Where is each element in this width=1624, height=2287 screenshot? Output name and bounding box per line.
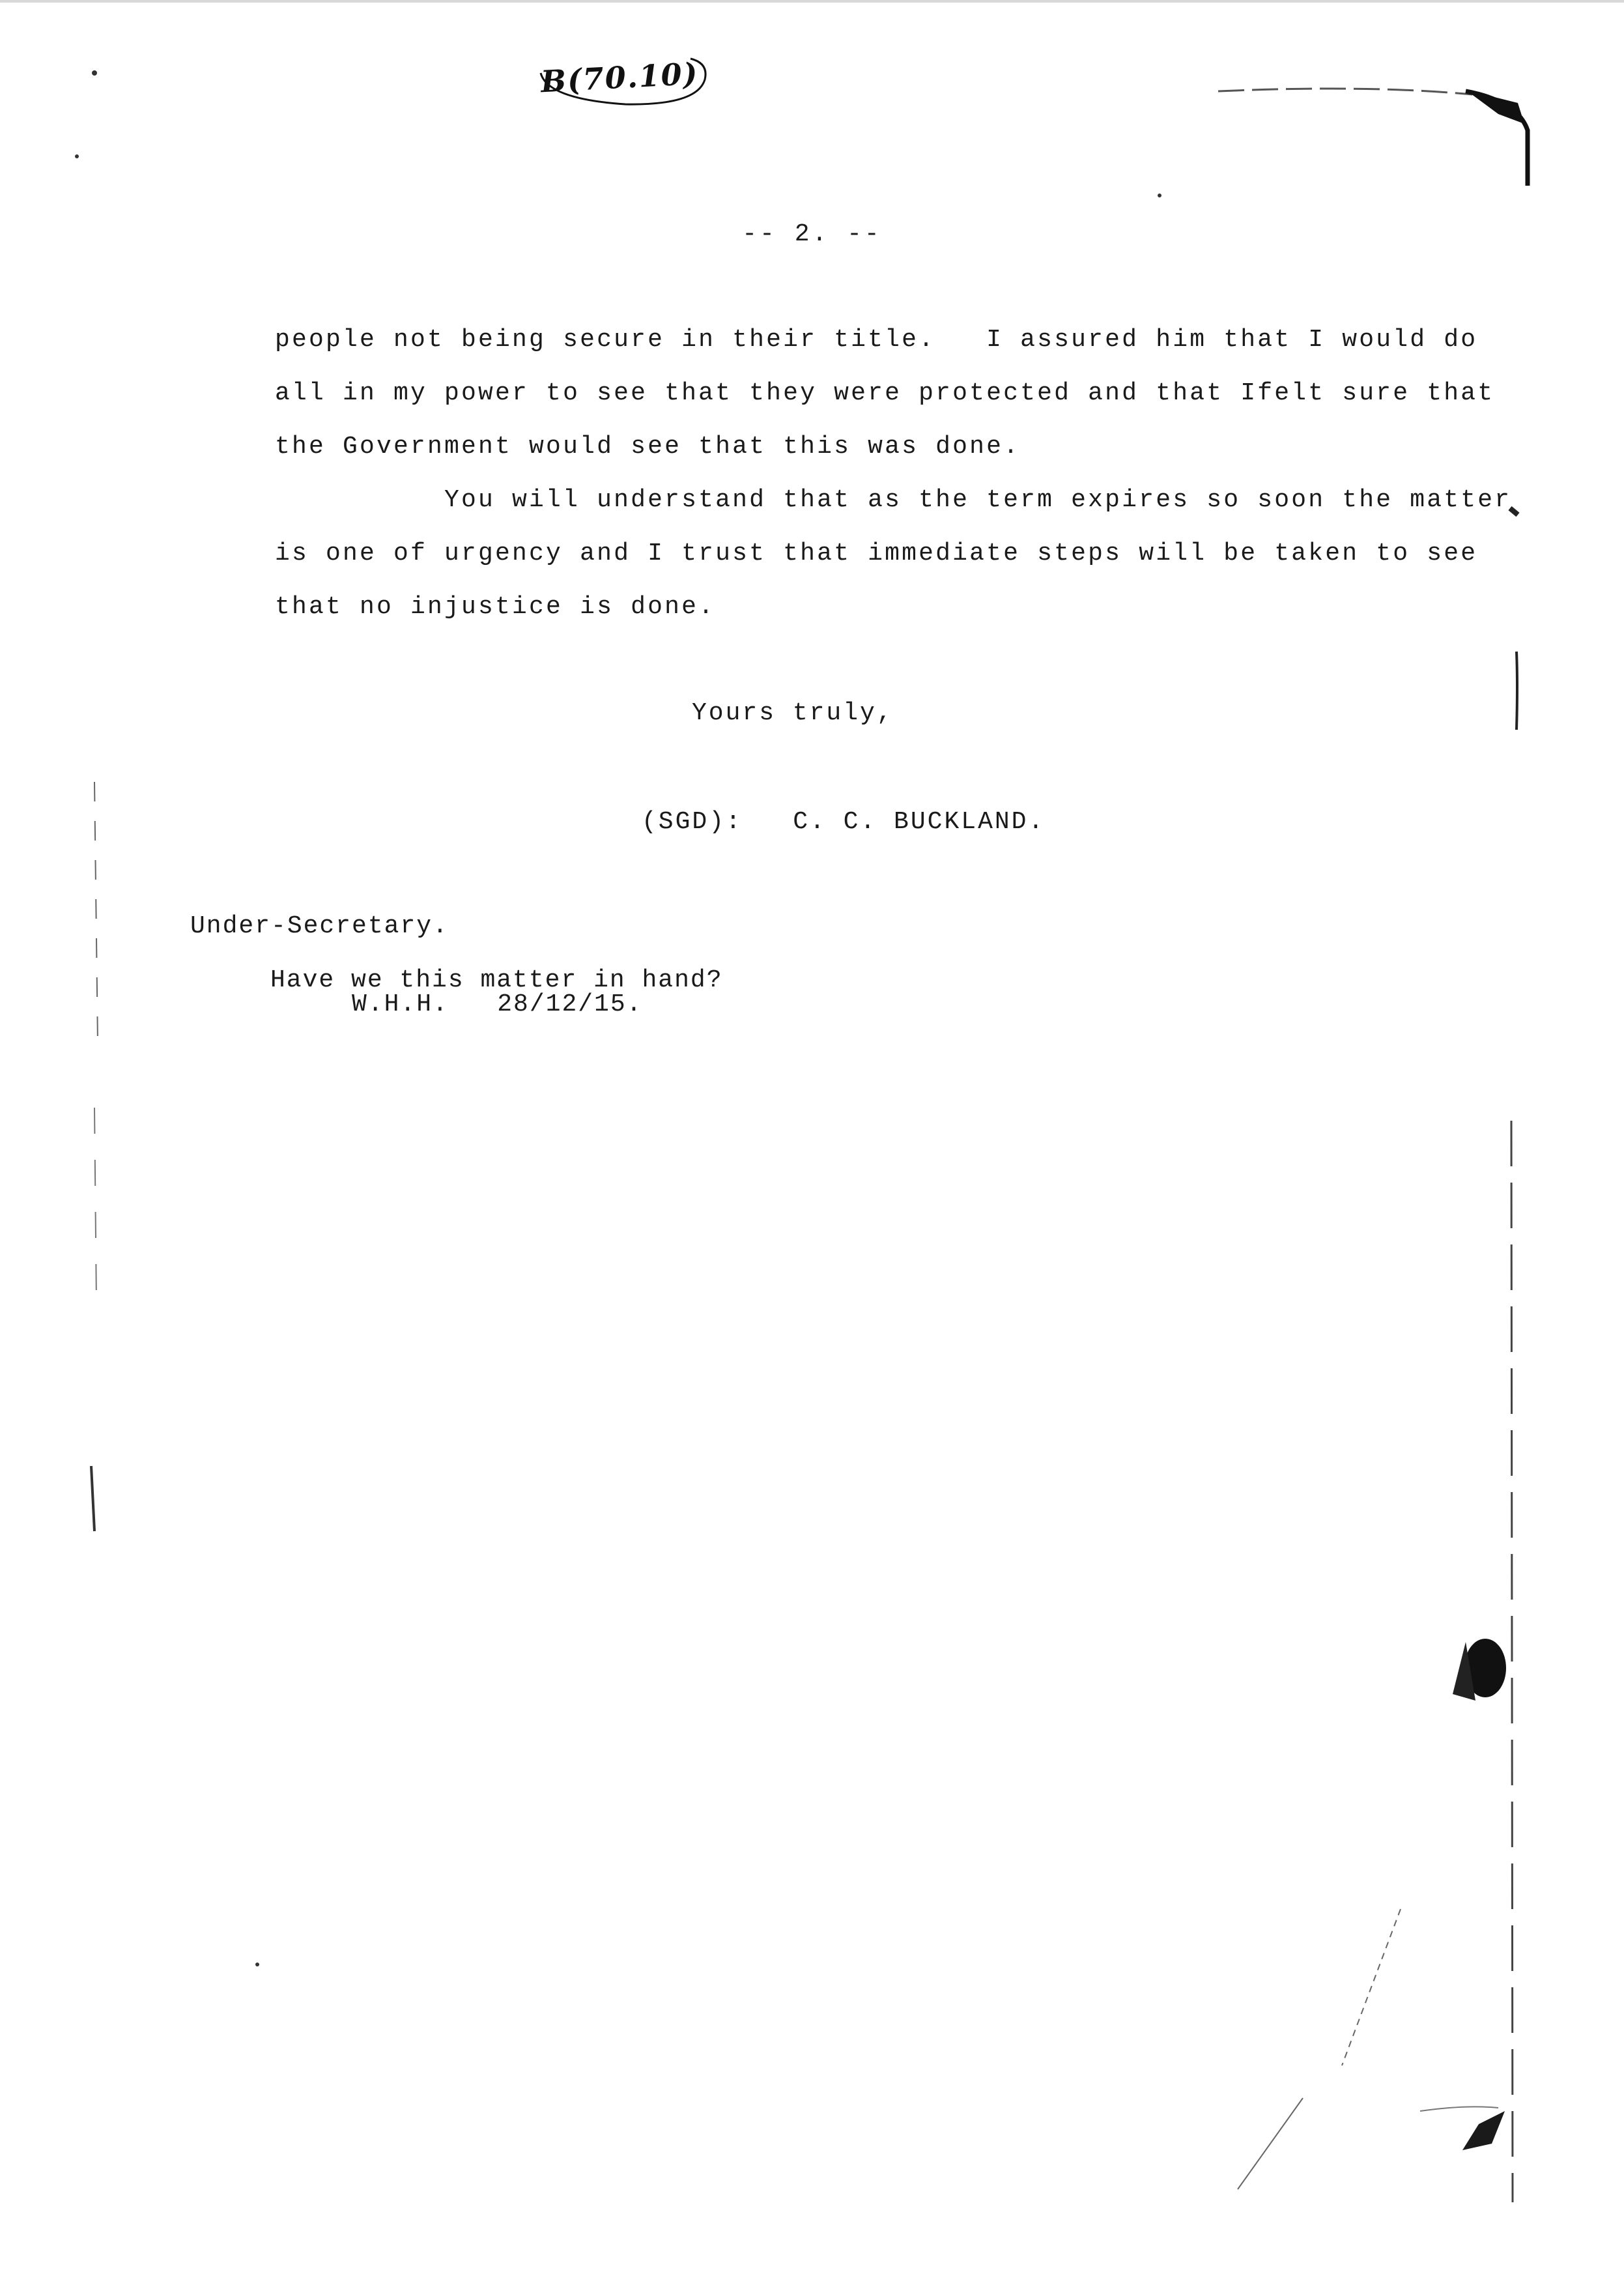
body-line-1: people not being secure in their title. I assured him that I would do <box>275 326 1478 354</box>
page-number: -- 2. -- <box>742 220 882 248</box>
body-line-2: all in my power to see that they were protected and that Ifelt sure that <box>275 379 1495 407</box>
closing-salutation: Yours truly, <box>692 699 894 727</box>
body-line-6: that no injustice is done. <box>275 593 716 621</box>
body-line-4: You will understand that as the term expires so soon the matter <box>275 486 1512 514</box>
signature-line: (SGD): C. C. BUCKLAND. <box>642 808 1046 836</box>
minute-initials-date: W.H.H. 28/12/15. <box>352 990 643 1018</box>
minute-question: Have we this matter in hand? <box>270 966 723 994</box>
reference-mark: B(70.10) <box>539 55 700 100</box>
body-line-5: is one of urgency and I trust that immediate steps will be taken to see <box>275 539 1478 568</box>
minute-addressee: Under-Secretary. <box>190 912 449 940</box>
body-line-3: the Government would see that this was done. <box>275 433 1021 461</box>
